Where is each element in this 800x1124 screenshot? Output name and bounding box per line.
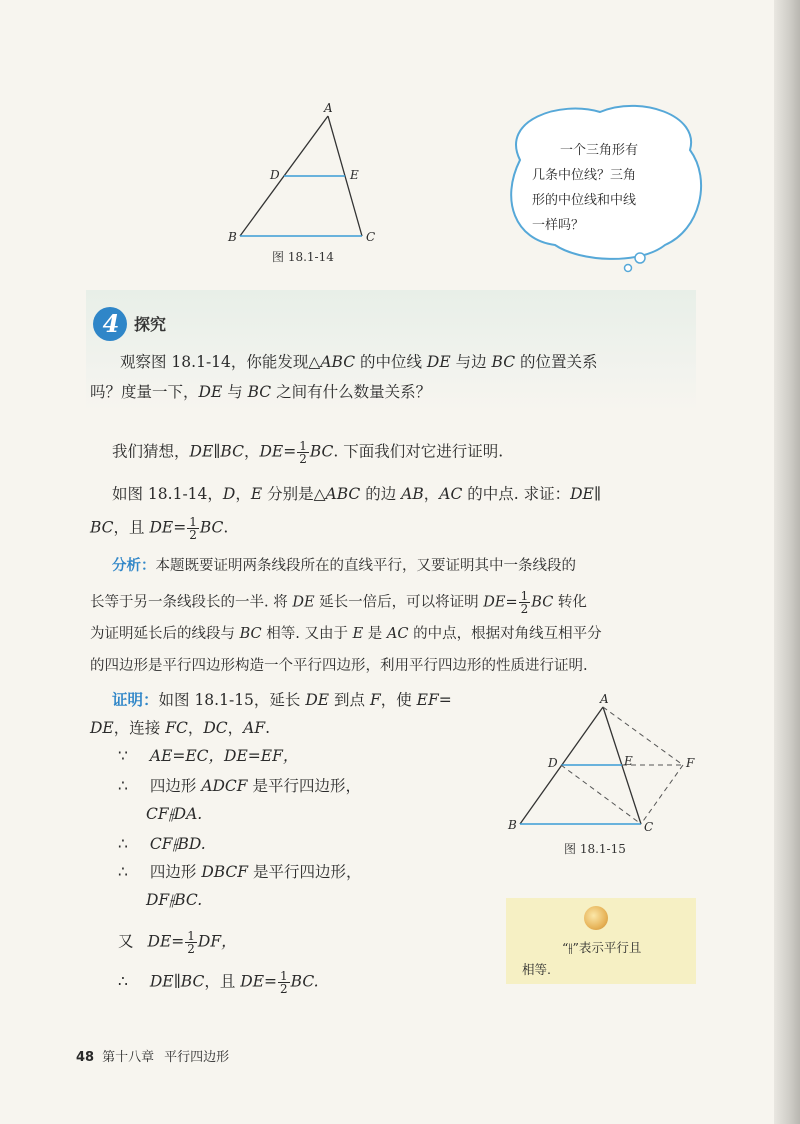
proof-line-2: DE，连接 FC，DC，AF. [90,719,271,737]
bubble-line: 一样吗？ [532,218,585,233]
point-label-f2: F [686,756,695,770]
explore-title: 探究 [134,315,167,334]
proof-step-because: ∵ AE=EC，DE=EF， [118,747,299,765]
explore-line-1: 观察图 18.1-14，你能发现△ABC 的中位线 DE 与边 BC 的位置关系 [120,353,598,371]
point-label-b2: B [508,818,517,832]
proof-step-conclusion: ∴ DE∥BC，且 DE= $\frac{1}{2}$ BC. [118,969,319,996]
side-note [506,898,696,984]
proof-step-therefore-3: ∴ 四边形 DBCF 是平行四边形， [118,863,362,881]
proof-step-therefore-2: ∴ CF⫲BD. [118,835,206,853]
page-footer [76,1046,229,1065]
guess-line: 我们猜想，DE∥BC，DE= $\frac{1}{2}$ BC. 下面我们对它进行证明. [112,439,504,466]
note-line-1: “⫲”表示平行且 [562,940,642,955]
figure-caption-14: 图 18.1-14 [272,250,334,264]
problem-line-1: 如图 18.1-14，D，E 分别是△ABC 的边 AB，AC 的中点. 求证：DE∥ [112,485,602,503]
segment-af [603,707,683,765]
problem-line-2: BC，且 DE= $\frac{1}{2}$ BC. [90,515,229,542]
point-label-d: D [270,168,280,182]
proof-step-cf-da: CF⫲DA. [146,805,203,823]
proof-line-1: 证明：如图 18.1-15，延长 DE 到点 F，使 EF= [112,691,452,709]
point-label-d2: D [548,756,558,770]
page-number: 48 [76,1050,95,1065]
point-label-e2: E [624,754,633,768]
proof-step-df-bc: DF⫲BC. [146,891,203,909]
point-label-a2: A [600,692,609,706]
proof-step-again: 又 DE= $\frac{1}{2}$ DF， [118,929,237,956]
chapter-label: 第十八章 [102,1050,155,1065]
explore-icon-digit: 4 [102,309,120,338]
analysis-line-4: 的四边形是平行四边形构造一个平行四边形，利用平行四边形的性质进行证明. [90,658,588,674]
figure-caption-15: 图 18.1-15 [564,842,626,856]
analysis-line-1: 分析：本题既要证明两条线段所在的直线平行，又要证明其中一条线段的 [112,558,576,574]
bubble-line: 几条中位线？三角 [532,168,637,183]
pin-icon [584,906,608,930]
bubble-line: 一个三角形有 [560,143,639,158]
analysis-label: 分析： [112,558,156,574]
proof-step-therefore-1: ∴ 四边形 ADCF 是平行四边形， [118,777,361,795]
point-label-c: C [366,230,376,244]
point-label-c2: C [644,820,654,834]
point-label-a: A [324,101,333,115]
bubble-line: 形的中位线和中线 [532,193,637,208]
proof-label: 证明： [112,691,159,709]
analysis-line-3: 为证明延长后的线段与 BC 相等. 又由于 E 是 AC 的中点，根据对角线互相平分 [90,626,602,642]
analysis-line-2: 长等于另一条线段长的一半. 将 DE 延长一倍后，可以将证明 DE= $\frac{1}{2}$ BC 转化 [90,589,587,616]
segment-fc [641,765,683,824]
chapter-title: 平行四边形 [164,1050,230,1065]
point-label-e: E [350,168,359,182]
segment-dc [561,765,641,824]
note-line-2: 相等. [522,962,551,977]
point-label-b: B [228,230,237,244]
explore-line-2: 吗？度量一下，DE 与 BC 之间有什么数量关系？ [90,383,432,401]
